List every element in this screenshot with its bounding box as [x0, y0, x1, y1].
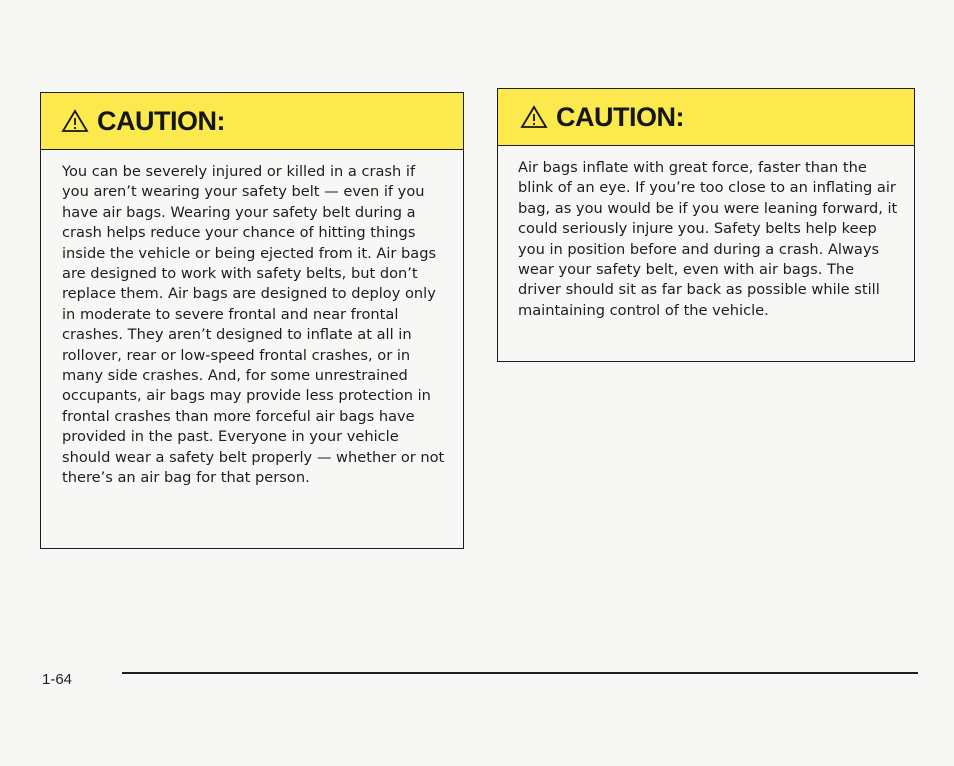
caution-header: [498, 89, 914, 146]
caution-title: CAUTION:: [97, 105, 225, 136]
footer-divider: [122, 672, 918, 674]
caution-header: [41, 93, 463, 150]
caution-box-right: [497, 88, 915, 362]
caution-text: You can be severely injured or killed in a crash if you aren’t wearing your safety belt — even if you have air bags. Wearing your safety belt during a crash helps reduce your chance of hitting things inside the vehicle or being ejected from it. Air bags are designed to work with safety belts, but don’t replace them. Air bags are designed to deploy only in moderate to severe frontal and near frontal crashes. They aren’t designed to inflate at all in rollover, rear or low-speed frontal crashes, or in many side crashes. And, for some unrestrained occupants, air bags may provide less protection in frontal crashes than more forceful air bags have provided in the past. Everyone in your vehicle should wear a safety belt properly — whether or not there’s an air bag for that person.: [62, 163, 445, 487]
warning-triangle-icon: [61, 109, 89, 133]
caution-box-left: [40, 92, 464, 549]
caution-text: Air bags inflate with great force, faster than the blink of an eye. If you’re too close to an inflating air bag, as you would be if you were leaning forward, it could seriously injure you. Safety belts help keep you in position before and during a crash. Always wear your safety belt, even with air bags. The driver should sit as far back as possible while still maintaining control of the vehicle.: [518, 159, 898, 319]
warning-triangle-icon: [520, 105, 548, 129]
page-number: 1-64: [42, 671, 73, 688]
caution-title: CAUTION:: [556, 101, 684, 132]
